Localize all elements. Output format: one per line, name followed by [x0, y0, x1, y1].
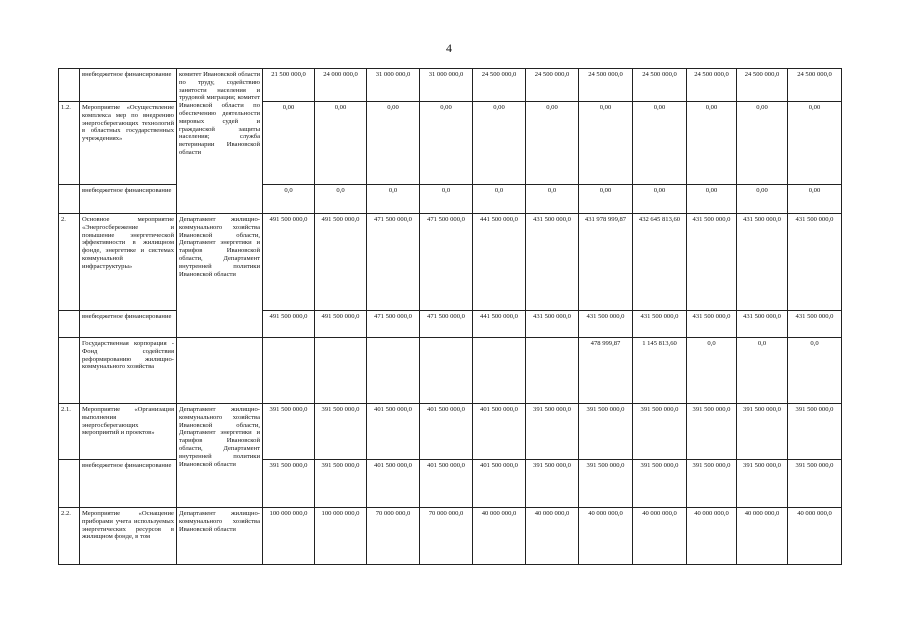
value-cell: 0,00 [737, 185, 788, 214]
value-cell: 40 000 000,0 [737, 508, 788, 565]
value-cell: 391 500 000,0 [315, 404, 367, 460]
value-cell: 431 500 000,0 [687, 311, 737, 338]
row-name: Государственная корпорация - Фонд содействия реформированию жилищно-коммунального хозяйства [80, 338, 177, 404]
value-cell: 40 000 000,0 [633, 508, 687, 565]
value-cell: 441 500 000,0 [473, 214, 526, 311]
row-index [59, 460, 80, 508]
value-cell: 24 500 000,0 [737, 69, 788, 102]
value-cell: 0,00 [788, 185, 842, 214]
value-cell: 40 000 000,0 [526, 508, 579, 565]
value-cell: 0,00 [420, 102, 473, 185]
value-cell: 431 500 000,0 [526, 311, 579, 338]
value-cell: 24 500 000,0 [788, 69, 842, 102]
value-cell: 0,0 [263, 185, 315, 214]
row-name: внебюджетное финансирование [80, 460, 177, 508]
value-cell: 70 000 000,0 [367, 508, 420, 565]
value-cell [315, 338, 367, 404]
value-cell: 431 500 000,0 [788, 311, 842, 338]
value-cell: 471 500 000,0 [420, 311, 473, 338]
value-cell: 471 500 000,0 [367, 311, 420, 338]
value-cell [473, 338, 526, 404]
row-name: Основное мероприятие «Энергосбережение и повышение энергетической эффективности в жилищном фонде, энергетике и системах коммунальной инфраструктуры» [80, 214, 177, 311]
row-executor [177, 338, 263, 404]
value-cell: 391 500 000,0 [633, 404, 687, 460]
value-cell: 491 500 000,0 [263, 311, 315, 338]
value-cell: 0,00 [633, 185, 687, 214]
value-cell: 491 500 000,0 [315, 311, 367, 338]
value-cell: 431 500 000,0 [579, 311, 633, 338]
row-index [59, 185, 80, 214]
row-executor: Департамент жилищно-коммунального хозяйства Ивановской области, Департамент энергетики и тарифов Ивановской области, Департамент внутренней политики Ивановской области [177, 214, 263, 338]
value-cell: 391 500 000,0 [737, 404, 788, 460]
value-cell: 1 145 813,60 [633, 338, 687, 404]
value-cell: 471 500 000,0 [420, 214, 473, 311]
value-cell: 21 500 000,0 [263, 69, 315, 102]
value-cell: 0,0 [737, 338, 788, 404]
value-cell: 40 000 000,0 [788, 508, 842, 565]
value-cell: 0,0 [687, 338, 737, 404]
row-name: внебюджетное финансирование [80, 311, 177, 338]
value-cell: 391 500 000,0 [788, 404, 842, 460]
value-cell: 478 999,87 [579, 338, 633, 404]
value-cell: 431 500 000,0 [633, 311, 687, 338]
value-cell: 391 500 000,0 [687, 404, 737, 460]
value-cell: 391 500 000,0 [263, 404, 315, 460]
row-executor: Департамент жилищно-коммунального хозяйства Ивановской области [177, 508, 263, 565]
table-row [59, 404, 842, 460]
value-cell: 401 500 000,0 [473, 460, 526, 508]
value-cell: 100 000 000,0 [315, 508, 367, 565]
value-cell: 401 500 000,0 [367, 404, 420, 460]
value-cell: 401 500 000,0 [367, 460, 420, 508]
value-cell: 40 000 000,0 [579, 508, 633, 565]
value-cell: 0,00 [263, 102, 315, 185]
value-cell: 0,0 [420, 185, 473, 214]
value-cell: 471 500 000,0 [367, 214, 420, 311]
value-cell: 0,0 [526, 185, 579, 214]
row-index: 2. [59, 214, 80, 311]
table-row [59, 69, 842, 102]
value-cell: 31 000 000,0 [420, 69, 473, 102]
value-cell: 401 500 000,0 [420, 404, 473, 460]
table-row [59, 508, 842, 565]
value-cell: 0,00 [687, 102, 737, 185]
table-row [59, 311, 842, 338]
value-cell [263, 338, 315, 404]
value-cell: 0,00 [687, 185, 737, 214]
budget-table [58, 68, 842, 565]
value-cell: 391 500 000,0 [579, 460, 633, 508]
table-row [59, 338, 842, 404]
row-name: Мероприятие «Оснащение приборами учета используемых энергетических ресурсов в жилищном фонде, в том [80, 508, 177, 565]
value-cell: 24 500 000,0 [633, 69, 687, 102]
value-cell: 431 500 000,0 [737, 214, 788, 311]
value-cell: 391 500 000,0 [788, 460, 842, 508]
row-executor: Департамент жилищно-коммунального хозяйства Ивановской области, Департамент энергетики и тарифов Ивановской области, Департамент внутренней политики Ивановской области [177, 404, 263, 508]
value-cell: 31 000 000,0 [367, 69, 420, 102]
value-cell: 391 500 000,0 [526, 404, 579, 460]
value-cell: 431 500 000,0 [737, 311, 788, 338]
value-cell: 441 500 000,0 [473, 311, 526, 338]
row-index [59, 338, 80, 404]
value-cell: 0,00 [315, 102, 367, 185]
row-name: Мероприятие «Осуществление комплекса мер по внедрению энергосберегающих технологий в областных государственных учреждениях» [80, 102, 177, 185]
value-cell: 24 500 000,0 [473, 69, 526, 102]
value-cell: 100 000 000,0 [263, 508, 315, 565]
value-cell [420, 338, 473, 404]
value-cell: 0,0 [367, 185, 420, 214]
row-index: 1.2. [59, 102, 80, 185]
row-index: 2.2. [59, 508, 80, 565]
value-cell: 40 000 000,0 [687, 508, 737, 565]
table-row [59, 102, 842, 185]
value-cell: 0,00 [526, 102, 579, 185]
value-cell: 24 500 000,0 [526, 69, 579, 102]
value-cell: 391 500 000,0 [579, 404, 633, 460]
value-cell: 391 500 000,0 [737, 460, 788, 508]
value-cell: 24 000 000,0 [315, 69, 367, 102]
table-row [59, 460, 842, 508]
value-cell: 0,00 [473, 102, 526, 185]
row-index [59, 69, 80, 102]
row-executor: комитет Ивановской области по труду, содействию занятости населения и трудовой миграции; комитет Ивановской области по обеспечению деятельности мировых судей и гражданской защиты населения; служба ветеринарии Ивановской области [177, 69, 263, 214]
value-cell [526, 338, 579, 404]
value-cell: 0,0 [788, 338, 842, 404]
value-cell: 0,00 [633, 102, 687, 185]
value-cell: 391 500 000,0 [315, 460, 367, 508]
table-row [59, 185, 842, 214]
row-name: Мероприятие «Организация выполнения энергосберегающих мероприятий и проектов» [80, 404, 177, 460]
value-cell: 491 500 000,0 [315, 214, 367, 311]
value-cell: 431 500 000,0 [687, 214, 737, 311]
row-index: 2.1. [59, 404, 80, 460]
value-cell: 70 000 000,0 [420, 508, 473, 565]
value-cell: 0,00 [367, 102, 420, 185]
value-cell: 24 500 000,0 [687, 69, 737, 102]
value-cell: 0,00 [737, 102, 788, 185]
table-row [59, 214, 842, 311]
value-cell: 391 500 000,0 [687, 460, 737, 508]
value-cell: 0,00 [579, 102, 633, 185]
row-index [59, 311, 80, 338]
value-cell [367, 338, 420, 404]
value-cell: 40 000 000,0 [473, 508, 526, 565]
value-cell: 491 500 000,0 [263, 214, 315, 311]
page-number: 4 [446, 41, 452, 55]
value-cell: 431 500 000,0 [526, 214, 579, 311]
value-cell: 0,00 [788, 102, 842, 185]
value-cell: 391 500 000,0 [633, 460, 687, 508]
value-cell: 431 978 999,87 [579, 214, 633, 311]
value-cell: 0,00 [579, 185, 633, 214]
value-cell: 401 500 000,0 [420, 460, 473, 508]
value-cell: 24 500 000,0 [579, 69, 633, 102]
value-cell: 0,0 [473, 185, 526, 214]
value-cell: 391 500 000,0 [526, 460, 579, 508]
row-name: внебюджетное финансирование [80, 69, 177, 102]
value-cell: 431 500 000,0 [788, 214, 842, 311]
value-cell: 401 500 000,0 [473, 404, 526, 460]
value-cell: 0,0 [315, 185, 367, 214]
value-cell: 391 500 000,0 [263, 460, 315, 508]
row-name: внебюджетное финансирование [80, 185, 177, 214]
value-cell: 432 645 813,60 [633, 214, 687, 311]
